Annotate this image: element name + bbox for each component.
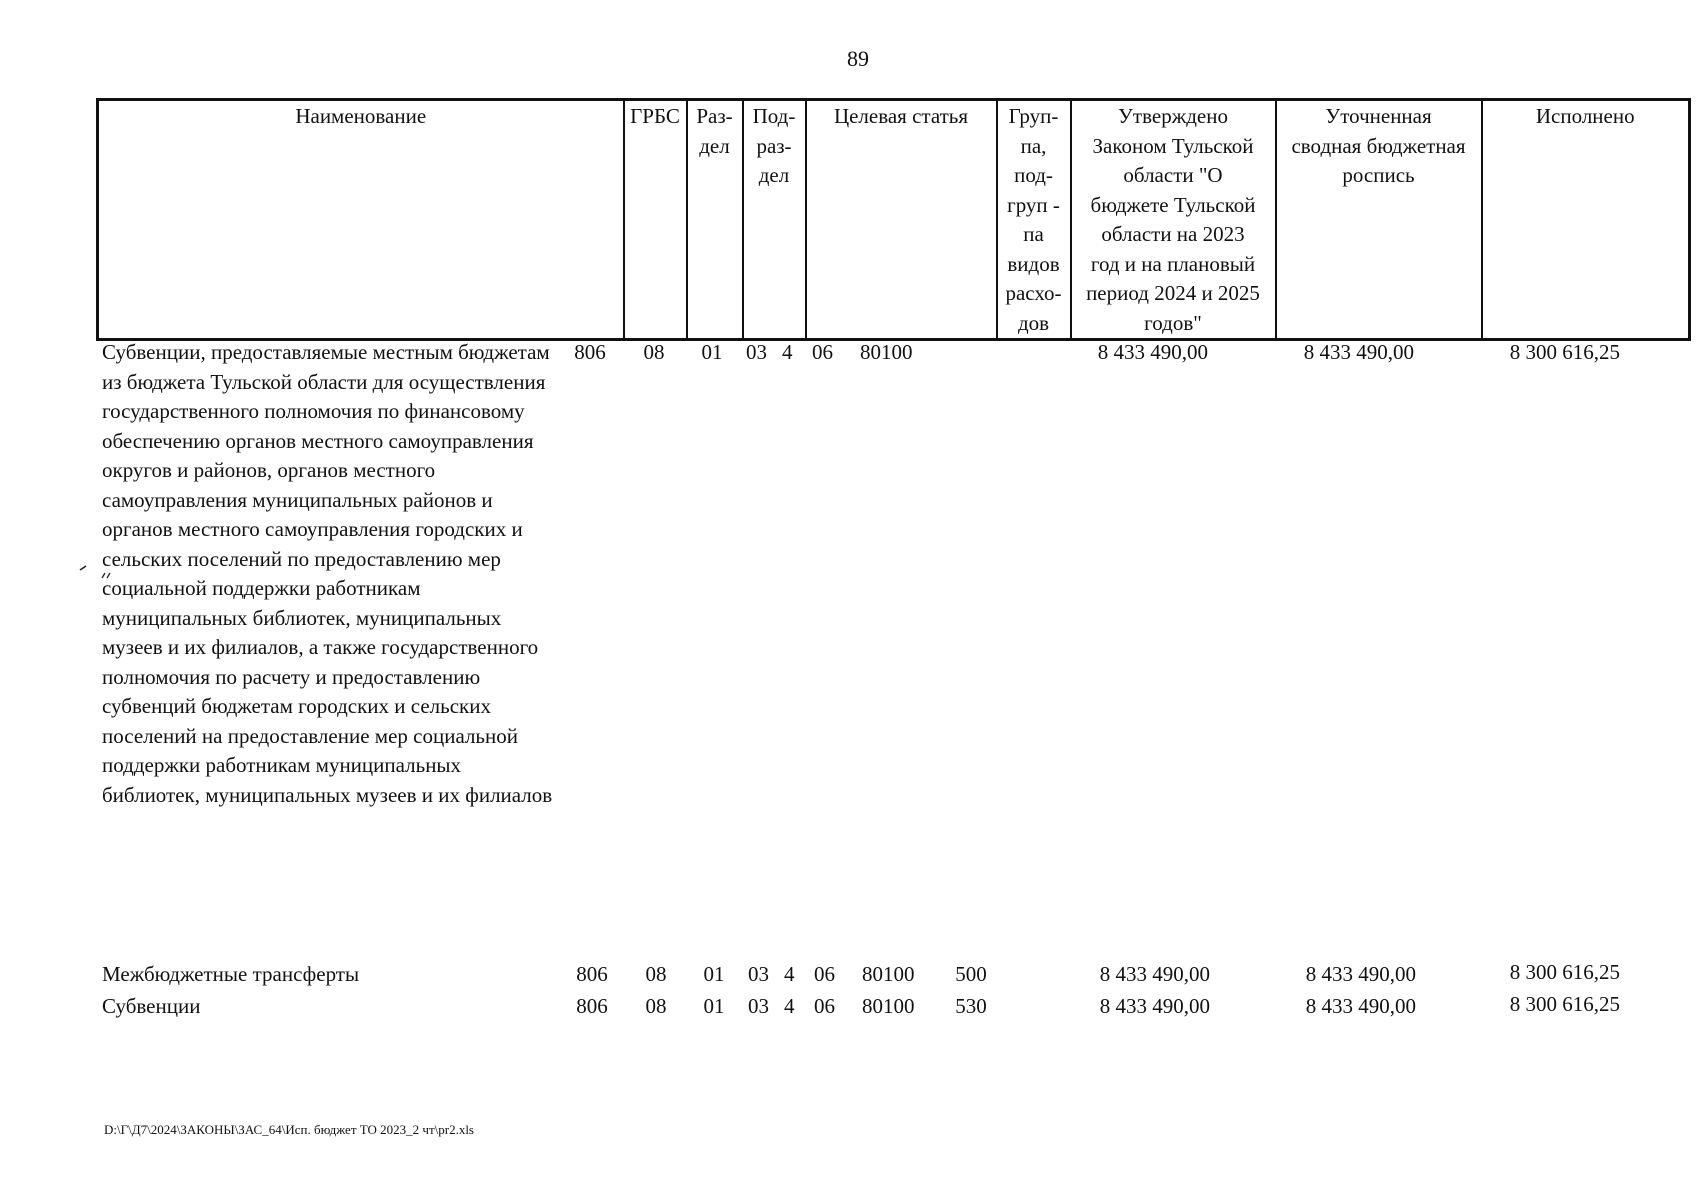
row-group: 530 bbox=[955, 994, 987, 1018]
footer-file-path: D:\Г\Д7\2024\ЗАКОНЫ\ЗАС_64\Исп. бюджет ТО 2023_2 чт\pr2.xls bbox=[104, 1122, 474, 1137]
row-executed: 8 300 616,25 bbox=[1509, 340, 1620, 364]
header-podrazdel: Под- раз- дел bbox=[743, 100, 806, 340]
row-target-3: 06 bbox=[814, 962, 835, 986]
row-target-3: 06 bbox=[812, 340, 833, 364]
row-refined: 8 433 490,00 bbox=[1303, 340, 1414, 364]
row-group: 500 bbox=[955, 962, 987, 986]
row-executed: 8 300 616,25 bbox=[1509, 960, 1620, 984]
header-refined: Уточненная сводная бюджетная роспись bbox=[1276, 100, 1482, 340]
row-refined: 8 433 490,00 bbox=[1305, 994, 1416, 1018]
row-refined: 8 433 490,00 bbox=[1305, 962, 1416, 986]
row-grbs: 806 bbox=[576, 962, 608, 986]
header-razdel: Раз- дел bbox=[687, 100, 743, 340]
row-target-4: 80100 bbox=[862, 962, 915, 986]
row-razdel: 08 bbox=[645, 962, 667, 986]
row-name: Межбюджетные трансферты bbox=[102, 962, 360, 986]
row-approved: 8 433 490,00 bbox=[1099, 962, 1210, 986]
header-approved: Утверждено Законом Тульской области "О бюджете Тульской области на 2023 год и на плановый период 2024 и 2025 годов" bbox=[1071, 100, 1276, 340]
row-target-2: 4 bbox=[782, 340, 793, 364]
header-group: Груп- па, под- груп - па видов расхо- дов bbox=[997, 100, 1071, 340]
row-razdel: 08 bbox=[645, 994, 667, 1018]
header-target: Целевая статья bbox=[806, 100, 997, 340]
row-podrazdel: 01 bbox=[703, 994, 725, 1018]
row-podrazdel: 01 bbox=[703, 962, 725, 986]
row-grbs: 806 bbox=[576, 994, 608, 1018]
row-approved: 8 433 490,00 bbox=[1097, 340, 1208, 364]
row-target-2: 4 bbox=[784, 994, 795, 1018]
row-target-2: 4 bbox=[784, 962, 795, 986]
row-executed: 8 300 616,25 bbox=[1509, 992, 1620, 1016]
row-razdel: 08 bbox=[643, 340, 665, 364]
row-target-3: 06 bbox=[814, 994, 835, 1018]
table-header bbox=[96, 98, 1691, 341]
pen-mark-icon bbox=[78, 558, 114, 580]
row-target-1: 03 bbox=[748, 994, 769, 1018]
header-grbs: ГРБС bbox=[624, 100, 687, 340]
row-approved: 8 433 490,00 bbox=[1099, 994, 1210, 1018]
row-target-4: 80100 bbox=[860, 340, 913, 364]
row-target-1: 03 bbox=[746, 340, 767, 364]
row-name: Субвенции, предоставляемые местным бюджетам из бюджета Тульской области для осуществления государственного полномочия по финансовому обеспечению органов местного самоуправления округов и районов, органов местного самоуправления муниципальных районов и органов местного самоуправления городских и сельских поселений по предоставлению мер социальной поддержки работникам муниципальных библиотек, муниципальных музеев и их филиалов, а также государственного полномочия по расчету и предоставлению субвенций бюджетам городских и сельских поселений на предоставление мер социальной поддержки работникам муниципальных библиотек, муниципальных музеев и их филиалов bbox=[102, 340, 553, 807]
header-name: Наименование bbox=[98, 100, 624, 340]
row-name: Субвенции bbox=[102, 994, 201, 1018]
row-target-4: 80100 bbox=[862, 994, 915, 1018]
header-executed: Исполнено bbox=[1482, 100, 1690, 340]
row-target-1: 03 bbox=[748, 962, 769, 986]
page-number: 89 bbox=[847, 46, 869, 71]
row-grbs: 806 bbox=[574, 340, 606, 364]
row-podrazdel: 01 bbox=[701, 340, 723, 364]
